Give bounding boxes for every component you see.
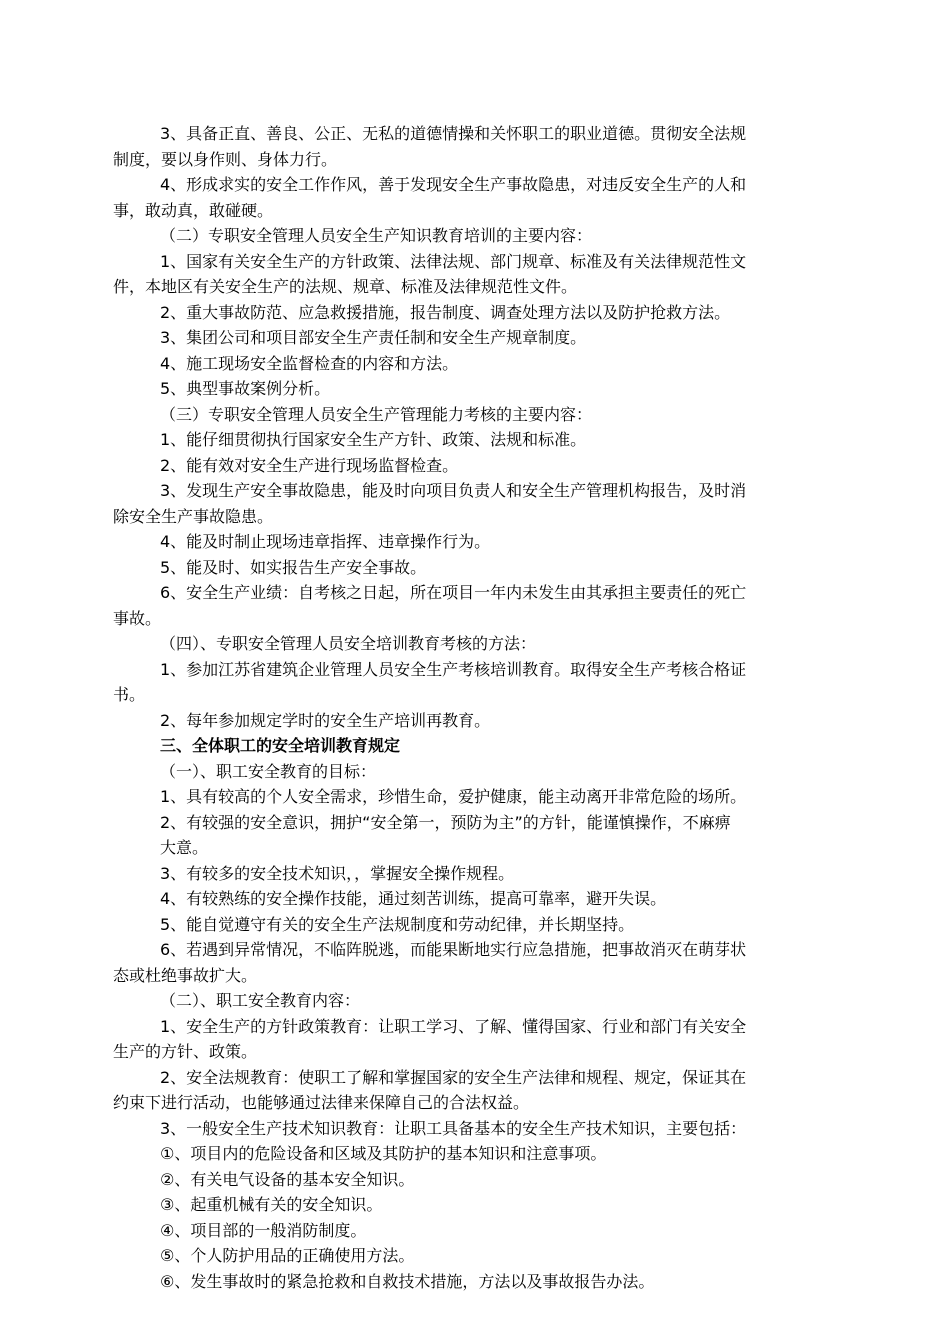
text-line: 约束下进行活动，也能够通过法律来保障自己的合法权益。 <box>113 1093 530 1112</box>
text-line: 2、能有效对安全生产进行现场监督检查。 <box>160 455 459 475</box>
text-line: 3、一般安全生产技术知识教育：让职工具备基本的安全生产技术知识，主要包括： <box>160 1118 747 1138</box>
text-line: ①、项目内的危险设备和区域及其防护的基本知识和注意事项。 <box>160 1144 607 1163</box>
text-line: 1、具有较高的个人安全需求，珍惜生命，爱护健康，能主动离开非常危险的场所。 <box>160 787 747 806</box>
text-line: （四）、专职安全管理人员安全培训教育考核的方法： <box>160 634 537 653</box>
text-line: （三）专职安全管理人员安全生产管理能力考核的主要内容： <box>160 404 593 424</box>
text-line: 生产的方针、政策。 <box>113 1042 258 1061</box>
text-line: 3、具备正直、善良、公正、无私的道德情操和关怀职工的职业道德。贯彻安全法规 <box>160 124 747 143</box>
text-line: 6、安全生产业绩：自考核之日起，所在项目一年内未发生由其承担主要责任的死亡 <box>160 583 747 602</box>
text-line: 除安全生产事故隐患。 <box>113 506 274 526</box>
text-line: 2、安全法规教育：使职工了解和掌握国家的安全生产法律和规程、规定，保证其在 <box>160 1067 747 1087</box>
text-line: 2、有较强的安全意识，拥护“安全第一，预防为主”的方针，能谨慎操作，不麻痹 <box>160 812 731 832</box>
text-line: 3、发现生产安全事故隐患，能及时向项目负责人和安全生产管理机构报告，及时消 <box>160 481 747 500</box>
text-line: ⑤、个人防护用品的正确使用方法。 <box>160 1246 415 1265</box>
text-line: 1、能仔细贯彻执行国家安全生产方针、政策、法规和标准。 <box>160 430 587 449</box>
text-line: 4、形成求实的安全工作作风，善于发现安全生产事故隐患，对违反安全生产的人和 <box>160 175 747 194</box>
text-line: 4、能及时制止现场违章指挥、违章操作行为。 <box>160 532 491 551</box>
text-line: 1、安全生产的方针政策教育：让职工学习、了解、懂得国家、行业和部门有关安全 <box>160 1016 747 1036</box>
text-line: 2、重大事故防范、应急救援措施，报告制度、调查处理方法以及防护抢救方法。 <box>160 302 731 322</box>
text-line: 5、能及时、如实报告生产安全事故。 <box>160 557 427 577</box>
text-line: 件，本地区有关安全生产的法规、规章、标准及法律规范性文件。 <box>113 277 578 296</box>
text-line: 3、集团公司和项目部安全生产责任制和安全生产规章制度。 <box>160 328 587 347</box>
text-line: 1、国家有关安全生产的方针政策、法律法规、部门规章、标准及有关法律规范性文 <box>160 251 747 271</box>
text-line: （二）、职工安全教育内容： <box>160 991 361 1010</box>
text-line: 6、若遇到异常情况，不临阵脱逃，而能果断地实行应急措施，把事故消灭在萌芽状 <box>160 940 747 959</box>
text-line: 事故。 <box>113 608 162 628</box>
text-line: 制度，要以身作则、身体力行。 <box>113 149 338 169</box>
text-line: （二）专职安全管理人员安全生产知识教育培训的主要内容： <box>160 226 593 245</box>
text-line: 4、有较熟练的安全操作技能，通过刻苦训练，提高可靠率，避开失误。 <box>160 889 667 908</box>
text-line: 5、典型事故案例分析。 <box>160 379 331 398</box>
section-heading: 三、全体职工的安全培训教育规定 <box>160 736 401 755</box>
text-line: ②、有关电气设备的基本安全知识。 <box>160 1169 415 1189</box>
text-line: 1、参加江苏省建筑企业管理人员安全生产考核培训教育。取得安全生产考核合格证 <box>160 659 747 679</box>
text-line: ③、起重机械有关的安全知识。 <box>160 1195 383 1214</box>
text-line: 3、有较多的安全技术知识，，掌握安全操作规程。 <box>160 863 515 883</box>
text-line: ④、项目部的一般消防制度。 <box>160 1220 367 1240</box>
text-line: （一）、职工安全教育的目标： <box>160 761 377 781</box>
text-line: 2、每年参加规定学时的安全生产培训再教育。 <box>160 710 491 730</box>
text-line: ⑥、发生事故时的紧急抢救和自救技术措施，方法以及事故报告办法。 <box>160 1271 655 1291</box>
text-line: 态或杜绝事故扩大。 <box>113 965 258 985</box>
text-line: 事，敢动真，敢碰硬。 <box>113 200 274 220</box>
text-line: 大意。 <box>160 838 209 857</box>
text-line: 书。 <box>113 685 146 704</box>
text-line: 5、能自觉遵守有关的安全生产法规制度和劳动纪律，并长期坚持。 <box>160 914 635 934</box>
document-body <box>113 121 840 1294</box>
text-line: 4、施工现场安全监督检查的内容和方法。 <box>160 353 459 373</box>
